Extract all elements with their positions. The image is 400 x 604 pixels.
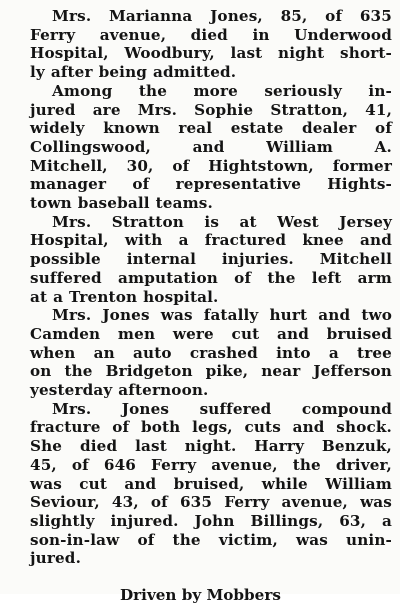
paragraph-4 — [8, 306, 392, 400]
article-line: widely known real estate dealer of — [30, 119, 392, 138]
cutoff-subheading: Driven by Mobbers — [120, 586, 281, 604]
article-line: Ferry avenue, died in Underwood — [30, 25, 392, 44]
article-line: slightly injured. John Billings, 63, a — [30, 511, 392, 530]
article-line: Among the more seriously in- — [52, 81, 392, 100]
article-line: Mrs. Jones suffered compound — [52, 399, 392, 418]
article-line: ly after being admitted. — [30, 63, 237, 82]
article-line: at a Trenton hospital. — [30, 287, 219, 306]
article-line: Hospital, Woodbury, last night short- — [30, 44, 392, 63]
article-line: suffered amputation of the left arm — [30, 268, 392, 287]
article-line: manager of representative Hights- — [30, 175, 392, 194]
article-line: Seviour, 43, of 635 Ferry avenue, was — [30, 493, 392, 512]
paragraph-2 — [8, 82, 392, 213]
article-line: son-in-law of the victim, was unin- — [30, 530, 392, 549]
paragraph-5 — [8, 400, 392, 568]
article-line: fracture of both legs, cuts and shock. — [30, 418, 392, 437]
article-line: Mrs. Marianna Jones, 85, of 635 — [52, 7, 392, 25]
article-line: Collingswood, and William A. — [30, 137, 392, 156]
article-line: jured. — [30, 549, 82, 568]
article-line: jured are Mrs. Sophie Stratton, 41, — [30, 100, 392, 119]
paragraph-1 — [8, 7, 392, 82]
article-line: Mrs. Stratton is at West Jersey — [52, 212, 392, 231]
article-line: on the Bridgeton pike, near Jefferson — [30, 362, 392, 381]
article-line: was cut and bruised, while William — [30, 474, 392, 493]
article-line: Mrs. Jones was fatally hurt and two — [52, 306, 392, 325]
article-column — [8, 7, 392, 568]
article-line: Hospital, with a fractured knee and — [30, 231, 392, 250]
article-line: when an auto crashed into a tree — [30, 343, 392, 362]
article-line: She died last night. Harry Benzuk, — [30, 437, 392, 456]
article-line: Mitchell, 30, of Hightstown, former — [30, 156, 392, 175]
article-line: possible internal injuries. Mitchell — [30, 250, 392, 269]
article-line: 45, of 646 Ferry avenue, the driver, — [30, 455, 392, 474]
article-line: Camden men were cut and bruised — [30, 324, 392, 343]
article-line: yesterday afternoon. — [30, 381, 209, 400]
article-line: town baseball teams. — [30, 194, 213, 213]
paragraph-3 — [8, 213, 392, 307]
